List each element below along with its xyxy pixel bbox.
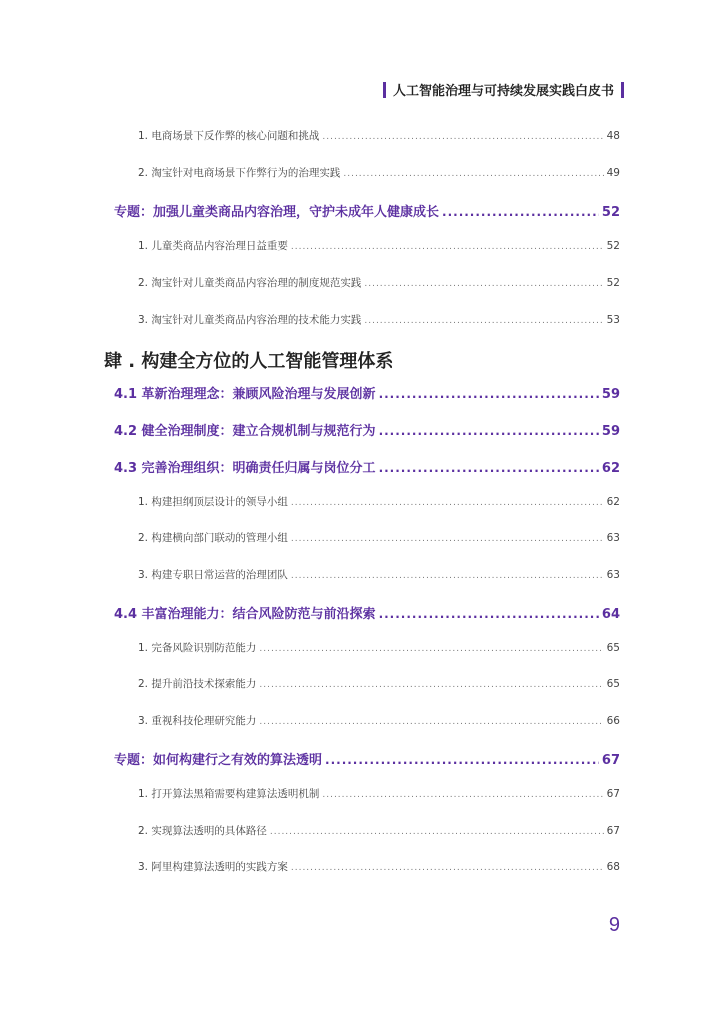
toc-section-page: 59 <box>601 387 620 402</box>
toc-entry-label: 3. 构建专职日常运营的治理团队 <box>138 569 288 581</box>
toc-entry[interactable] <box>138 823 620 838</box>
toc-leader-dots <box>379 387 599 401</box>
toc-leader-dots <box>322 132 603 142</box>
toc-entry[interactable] <box>138 676 620 691</box>
toc-section-label: 4.4 丰富治理能力：结合风险防范与前沿探索 <box>114 607 376 622</box>
toc-entry-label: 1. 儿童类商品内容治理日益重要 <box>138 240 288 252</box>
toc-entry-page: 66 <box>606 715 620 727</box>
toc-entry-page: 63 <box>606 569 620 581</box>
toc-entry[interactable] <box>138 128 620 143</box>
toc-entry-page: 67 <box>606 788 620 800</box>
toc-entry-label: 2. 提升前沿技术探索能力 <box>138 678 257 690</box>
toc-entry-label: 1. 完备风险识别防范能力 <box>138 642 257 654</box>
toc-section-label: 4.2 健全治理制度：建立合规机制与规范行为 <box>114 424 376 439</box>
toc-leader-dots <box>325 753 599 767</box>
toc-section-page: 52 <box>601 205 620 220</box>
page-number: 9 <box>608 914 620 936</box>
toc-leader-dots <box>379 461 599 475</box>
toc-leader-dots <box>259 644 603 654</box>
toc-entry-page: 65 <box>606 678 620 690</box>
toc-entry-label: 3. 阿里构建算法透明的实践方案 <box>138 861 288 873</box>
toc-leader-dots <box>364 316 603 326</box>
toc-section-entry[interactable] <box>114 603 620 622</box>
toc-entry-page: 62 <box>606 496 620 508</box>
toc-leader-dots <box>364 279 603 289</box>
toc-entry-label: 1. 电商场景下反作弊的核心问题和挑战 <box>138 130 320 142</box>
toc-leader-dots <box>270 827 604 837</box>
toc-entry[interactable] <box>138 312 620 327</box>
toc-leader-dots <box>259 680 603 690</box>
toc-section-entry[interactable] <box>114 457 620 476</box>
toc-section-entry[interactable] <box>114 420 620 439</box>
toc-entry[interactable] <box>138 238 620 253</box>
toc-section-label: 4.1 革新治理理念：兼顾风险治理与发展创新 <box>114 387 376 402</box>
toc-leader-dots <box>291 571 604 581</box>
toc-entry-page: 68 <box>606 861 620 873</box>
toc-section-page: 64 <box>601 607 620 622</box>
toc-leader-dots <box>343 169 603 179</box>
toc-section-page: 67 <box>601 753 620 768</box>
toc-entry-page: 53 <box>606 314 620 326</box>
toc-section-label: 专题：加强儿童类商品内容治理，守护未成年人健康成长 <box>114 205 440 220</box>
toc-section-entry[interactable] <box>114 201 620 220</box>
toc-entry[interactable] <box>138 530 620 545</box>
toc-entry-label: 2. 淘宝针对儿童类商品内容治理的制度规范实践 <box>138 277 362 289</box>
toc-leader-dots <box>291 242 604 252</box>
toc-entry[interactable] <box>138 494 620 509</box>
toc-entry-page: 65 <box>606 642 620 654</box>
toc-entry-label: 1. 打开算法黑箱需要构建算法透明机制 <box>138 788 320 800</box>
toc-entry-label: 2. 实现算法透明的具体路径 <box>138 825 267 837</box>
toc-leader-dots <box>379 424 599 438</box>
toc-leader-dots <box>291 534 604 544</box>
toc-entry-page: 49 <box>606 167 620 179</box>
toc-entry[interactable] <box>138 786 620 801</box>
toc-section-label: 专题：如何构建行之有效的算法透明 <box>114 753 323 768</box>
toc-entry[interactable] <box>138 567 620 582</box>
toc-entry[interactable] <box>138 275 620 290</box>
toc-entry-page: 48 <box>606 130 620 142</box>
toc-section-page: 62 <box>601 461 620 476</box>
toc-entry[interactable] <box>138 713 620 728</box>
toc-section-entry[interactable] <box>114 383 620 402</box>
toc-entry-label: 3. 淘宝针对儿童类商品内容治理的技术能力实践 <box>138 314 362 326</box>
toc-leader-dots <box>379 607 599 621</box>
toc-entry-label: 2. 构建横向部门联动的管理小组 <box>138 532 288 544</box>
toc-entry[interactable] <box>138 859 620 874</box>
toc-entry-label: 2. 淘宝针对电商场景下作弊行为的治理实践 <box>138 167 341 179</box>
toc-entry[interactable] <box>138 640 620 655</box>
header-title: 人工智能治理与可持续发展实践白皮书 <box>392 84 614 99</box>
toc-entry[interactable] <box>138 165 620 180</box>
toc-leader-dots <box>322 790 603 800</box>
toc-entry-label: 1. 构建担纲顶层设计的领导小组 <box>138 496 288 508</box>
toc-section-entry[interactable] <box>114 749 620 768</box>
toc-section-page: 59 <box>601 424 620 439</box>
toc-section-label: 4.3 完善治理组织：明确责任归属与岗位分工 <box>114 461 376 476</box>
toc-leader-dots <box>291 863 604 873</box>
toc-entry-page: 63 <box>606 532 620 544</box>
toc-leader-dots <box>259 717 603 727</box>
toc-entry-label: 3. 重视科技伦理研究能力 <box>138 715 257 727</box>
toc-entry-page: 52 <box>606 277 620 289</box>
toc-entry-page: 52 <box>606 240 620 252</box>
toc-entry-page: 67 <box>606 825 620 837</box>
toc-leader-dots <box>442 205 599 219</box>
toc-leader-dots <box>291 498 604 508</box>
chapter-heading[interactable]: 肆 . 构建全方位的人工智能管理体系 <box>104 351 394 372</box>
